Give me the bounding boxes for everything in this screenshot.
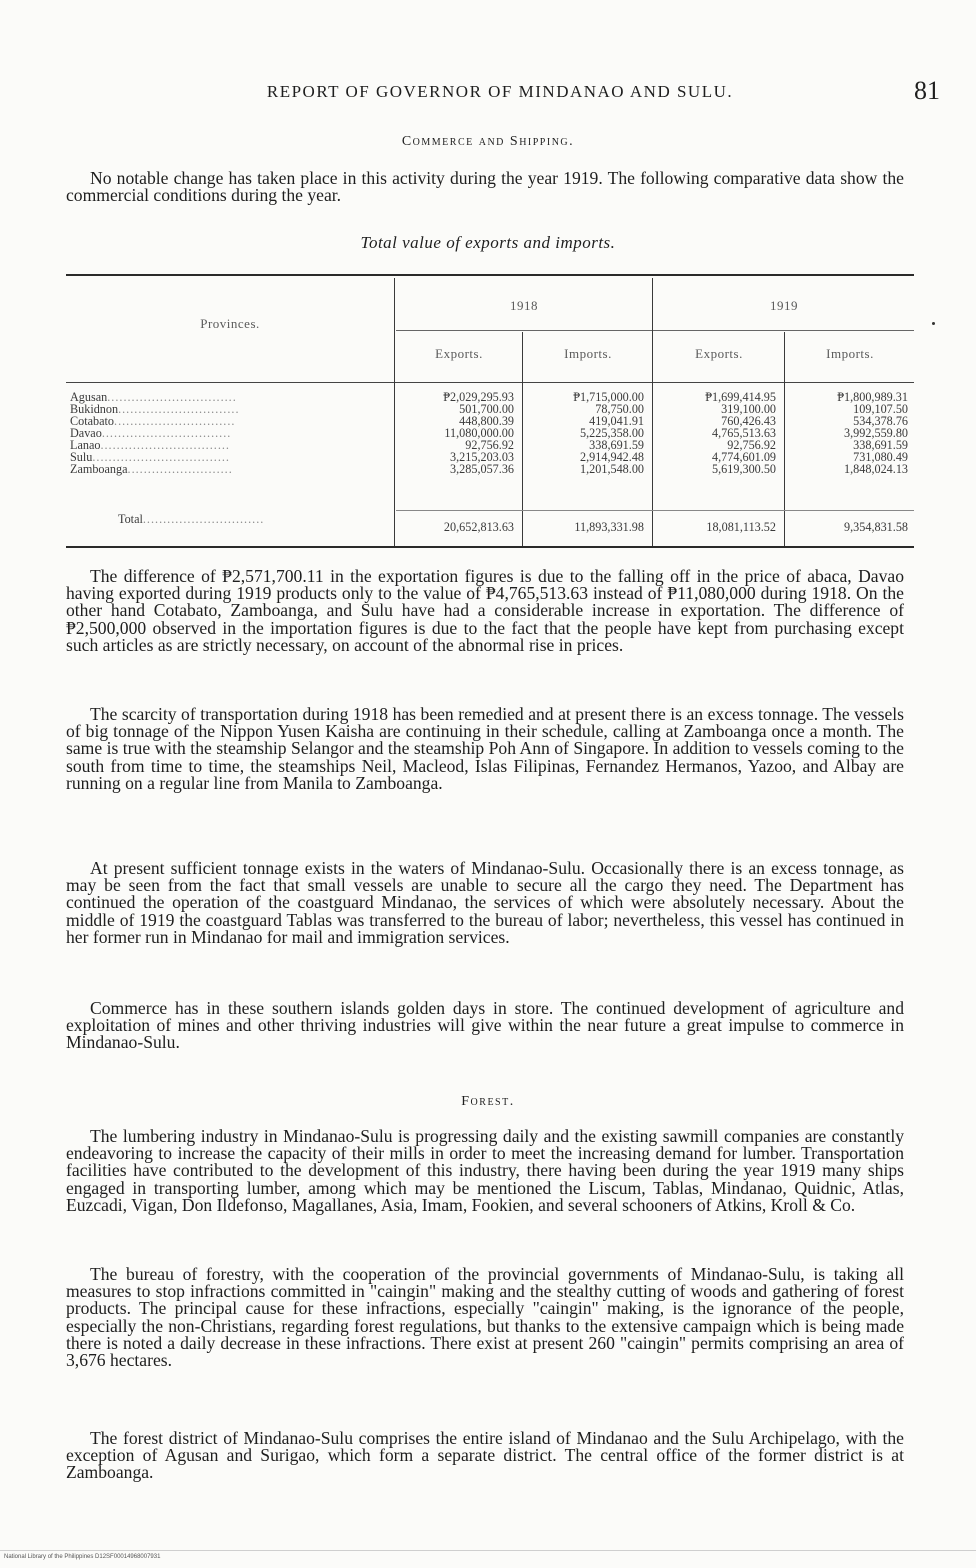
- table-bottom-rule: [66, 546, 914, 548]
- table-row-province: Lanao................................: [70, 438, 230, 452]
- source-note: National Library of the Philippines D12SF00014968007931: [4, 1554, 161, 1560]
- paragraph-forest-district: The forest district of Mindanao-Sulu comprises the entire island of Mindanao and the Sulu Archipelago, with the exception of Agusan and Surigao, which form a separate district. The central office of the former district is at Zamboanga.: [66, 1428, 904, 1483]
- col-divider: [522, 332, 523, 546]
- section-heading-commerce: Commerce and Shipping.: [401, 134, 575, 149]
- page-number: 81: [914, 76, 940, 105]
- col-divider: [394, 278, 395, 546]
- header-provinces: Provinces.: [200, 316, 260, 331]
- year-underline: [396, 330, 914, 331]
- cell-imports-1918: 338,691.59: [589, 438, 644, 452]
- col-divider: [784, 332, 785, 546]
- exports-imports-table: [66, 274, 914, 550]
- header-imports-1918: Imports.: [564, 346, 612, 361]
- cell-imports-1919: 1,848,024.13: [844, 462, 908, 476]
- cell-imports-1919: 731,080.49: [853, 450, 908, 464]
- table-row-province: Zamboanga..........................: [70, 462, 233, 476]
- cell-exports-1918: 92,756.92: [465, 438, 514, 452]
- header-exports-1919: Exports.: [695, 346, 743, 361]
- header-bottom-rule: [66, 382, 914, 383]
- cell-total-imports-1919: 9,354,831.58: [844, 520, 908, 534]
- cell-total-exports-1919: 18,081,113.52: [706, 520, 776, 534]
- cell-imports-1918: 1,201,548.00: [580, 462, 644, 476]
- cell-exports-1919: 92,756.92: [727, 438, 776, 452]
- cell-imports-1919: 338,691.59: [853, 438, 908, 452]
- cell-imports-1918: 419,041.91: [589, 414, 644, 428]
- paragraph-tonnage: At present sufficient tonnage exists in the waters of Mindanao-Sulu. Occasionally there is an excess tonnage, as may be seen from the fact that small vessels are unable to secure all the cargo they need. The Department has continued the operation of the coastguard Mindanao, the services of which were absolutely necessary. About the middle of 1919 the coastguard Tablas was transferred to the bureau of labor; nevertheless, this vessel has continued in her former run in Mindanao for mail and immigration services.: [66, 858, 904, 947]
- cell-imports-1918: 5,225,358.00: [580, 426, 644, 440]
- table-row-province: Sulu..................................: [70, 450, 230, 464]
- header-year-1919: 1919: [770, 298, 798, 313]
- intro-paragraph: No notable change has taken place in this activity during the year 1919. The following comparative data show the commercial conditions during the year.: [66, 168, 904, 206]
- section-heading-forest: Forest.: [461, 1094, 515, 1109]
- cell-imports-1919: 3,992,559.80: [844, 426, 908, 440]
- cell-imports-1918: 78,750.00: [595, 402, 644, 416]
- total-rule: [396, 510, 914, 511]
- paragraph-commerce-outlook: Commerce has in these southern islands golden days in store. The continued development of agriculture and exploitation of mines and other thriving industries will give within the near future a great impulse to commerce in Mindanao-Sulu.: [66, 998, 904, 1053]
- cell-imports-1918: ₱1,715,000.00: [573, 390, 644, 404]
- cell-exports-1919: 5,619,300.50: [712, 462, 776, 476]
- running-title: REPORT OF GOVERNOR OF MINDANAO AND SULU.: [266, 82, 734, 101]
- paragraph-lumbering: The lumbering industry in Mindanao-Sulu is progressing daily and the existing sawmill companies are constantly endeavoring to increase the capacity of their mills in order to meet the increasing demand for lumber. Transportation facilities have contributed to the development of this industry, there having been during the year 1919 many ships engaged in transporting lumber, among which may be mentioned the Liscum, Tablas, Mindanao, Quidnic, Atlas, Euzcadi, Vigan, Don Ildefonso, Magallanes, Asia, Imam, Fookien, and several schooners of Atkins, Kroll & Co.: [66, 1126, 904, 1215]
- cell-exports-1918: 3,215,203.03: [450, 450, 514, 464]
- cell-imports-1919: ₱1,800,989.31: [837, 390, 908, 404]
- cell-exports-1918: 501,700.00: [459, 402, 514, 416]
- cell-exports-1918: 11,080,000.00: [444, 426, 514, 440]
- header-imports-1919: Imports.: [826, 346, 874, 361]
- cell-imports-1918: 2,914,942.48: [580, 450, 644, 464]
- table-row-province: Bukidnon..............................: [70, 402, 240, 416]
- cell-exports-1919: 4,765,513.63: [712, 426, 776, 440]
- cell-exports-1918: 3,285,057.36: [450, 462, 514, 476]
- cell-exports-1919: 760,426.43: [721, 414, 776, 428]
- table-row-province: Agusan................................: [70, 390, 237, 404]
- table-top-rule: [66, 274, 914, 276]
- table-row-total-label: Total..............................: [118, 512, 265, 526]
- col-divider: [652, 278, 653, 546]
- footer-rule: [0, 1550, 976, 1551]
- cell-exports-1918: 448,800.39: [459, 414, 514, 428]
- cell-exports-1918: ₱2,029,295.93: [443, 390, 514, 404]
- paragraph-transportation: The scarcity of transportation during 1918 has been remedied and at present there is an excess tonnage. The vessels of big tonnage of the Nippon Yusen Kaisha are continuing in their schedule, calling at Zamboanga once a month. The same is true with the steamship Selangor and the steamship Poh Ann of Singapore. In addition to vessels coming to the south from time to time, the steamships Neil, Macleod, Islas Filipinas, Fernandez Hermanos, Yazoo, and Albay are running on a regular line from Manila to Zamboanga.: [66, 704, 904, 793]
- table-row-province: Davao................................: [70, 426, 232, 440]
- scan-speck: [932, 322, 935, 325]
- cell-exports-1919: 319,100.00: [721, 402, 776, 416]
- cell-imports-1919: 534,378.76: [853, 414, 908, 428]
- cell-imports-1919: 109,107.50: [853, 402, 908, 416]
- paragraph-bureau-forestry: The bureau of forestry, with the cooperation of the provincial governments of Mindanao-Sulu, is taking all measures to stop infractions committed in "caingin" making and the stealthy cutting of woods and gathering of forest products. The principal cause for these infractions, especially "caingin" making, is the ignorance of the people, especially the non-Christians, regarding forest regulations, but thanks to the extensive campaign which is being made there is noted a daily decrease in these infractions. There exist at present 260 "caingin" permits comprising an area of 3,676 hectares.: [66, 1264, 904, 1371]
- paragraph-export-difference: The difference of ₱2,571,700.11 in the exportation figures is due to the falling off in the price of abaca, Davao having exported during 1919 products only to the value of ₱4,765,513.63 instead of ₱11,080,000 during 1918. On the other hand Cotabato, Zamboanga, and Sulu have had a considerable increase in exportation. The difference of ₱2,500,000 observed in the importation figures is due to the fact that the people have kept from purchasing except such articles as are strictly necessary, on account of the abnormal rise in prices.: [66, 566, 904, 655]
- table-title: Total value of exports and imports.: [360, 233, 616, 252]
- cell-total-imports-1918: 11,893,331.98: [574, 520, 644, 534]
- header-exports-1918: Exports.: [435, 346, 483, 361]
- cell-exports-1919: 4,774,601.09: [712, 450, 776, 464]
- header-year-1918: 1918: [510, 298, 538, 313]
- table-row-province: Cotabato..............................: [70, 414, 236, 428]
- cell-exports-1919: ₱1,699,414.95: [705, 390, 776, 404]
- cell-total-exports-1918: 20,652,813.63: [443, 520, 514, 534]
